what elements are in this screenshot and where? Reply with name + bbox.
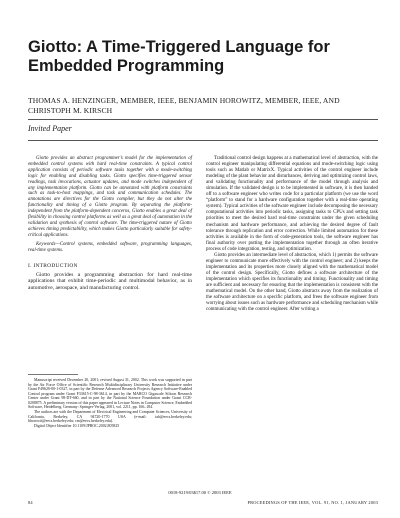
- section-heading: I. INTRODUCTION: [28, 262, 78, 269]
- body-paragraph: Giotto provides an intermediate level of abstraction, which 1) permits the software engineer to communicate more effectively with the control engineer; and 2) keeps the implementation and its properties more closely aligned with the mathematical model of the control design. Specifically, Giotto defines a software architecture of the implementation which specifies its functionality and timing. Functionality and timing are sufficient and necessary for ensuring that the implementation is consistent with the mathematical model. On the other hand, Giotto abstracts away from the realization of the software architecture on a specific platform, and frees the software engineer from worrying about issues such as hardware performance and scheduling mechanism while communicating with the control engineer. After writing a: [206, 252, 378, 313]
- footnote-divider: [28, 374, 78, 375]
- journal-citation: PROCEEDINGS OF THE IEEE, VOL. 91, NO. 1, JANUARY 2003: [247, 500, 378, 505]
- footnotes: [28, 374, 192, 430]
- abstract: Giotto provides an abstract programmer’s model for the implementation of embedded control systems with hard real-time constraints. A typical control application consists of periodic software tasks together with a mode-switching logic for enabling and disabling tasks. Giotto specifies time-triggered sensor readings, task invocations, actuator updates, and mode switches independent of any implementation platform. Giotto can be annotated with platform constraints such as task-to-host mappings, and task and communication schedules. The annotations are directives for the Giotto compiler, but they do not alter the functionality and timing of a Giotto program. By separating the platform-independent from the platform-dependent concerns, Giotto enables a great deal of flexibility in choosing control platforms as well as a great deal of automation in the validation and synthesis of control software. The time-triggered nature of Giotto achieves timing predictability, which makes Giotto particularly suitable for safety-critical applications.: [28, 156, 192, 238]
- left-column: [28, 156, 192, 291]
- paper-type-label: Invited Paper: [28, 124, 72, 133]
- index-terms: Keywords—Control systems, embedded software, programming languages, real-time systems.: [28, 241, 192, 253]
- header-divider: [28, 140, 378, 141]
- title-divider: [28, 119, 378, 120]
- paper-title: Giotto: A Time-Triggered Language for Embedded Programming: [28, 38, 330, 75]
- body-paragraph: Traditional control design happens at a mathematical level of abstraction, with the control engineer manipulating differential equations and mode-switching logic using tools such as Matlab or MatrixX. Typical activities of the control engineer include modeling of the plant behavior and disturbances, deriving and optimizing control laws, and validating functionality and performance of the model through analysis and simulation. If the validated design is to be implemented in software, it is then handed off to a software engineer who writes code for a particular platform (we use the word “platform” to stand for a hardware configuration together with a real-time operating system). Typical activities of the software engineer include decomposing the necessary computational activities into periodic tasks, assigning tasks to CPUs and setting task priorities to meet the desired hard real-time constraints under the given scheduling mechanism and hardware performance, and achieving the desired degree of fault tolerance through replication and error correction. While limited automation for these activities is available in the form of code-generation tools, the software engineer has final authority over putting the implementation together through an often iterative process of code integration, testing, and optimization.: [206, 156, 378, 252]
- footnote-doi: Digital Object Identifier 10.1109/JPROC.2002.805825: [34, 424, 120, 429]
- footnote-affiliation: The authors are with the Department of Electrical Engineering and Computer Sciences, University of California, Berkeley, CA 94720-1770 USA (e-mail: tah@eecs.berkeley.edu; bhorowit@eecs.berkeley.edu; cm@eecs.berkeley.edu).: [28, 410, 192, 424]
- author-list: THOMAS A. HENZINGER, MEMBER, IEEE, BENJAMIN HOROWITZ, MEMBER, IEEE, AND CHRISTOPH M. KIRSCH: [28, 96, 340, 115]
- footnote-manuscript: Manuscript received December 20, 2001; revised August 31, 2002. This work was supported in part by the Air Force Office of Scientific Research Multidisciplinary University Research Initiative under Grant F49620-00-1-0327, in part by the Defense Advanced Research Projects Agency Software-Enabled Control program under Grant F33615-C-98-3614, in part by the MARCO Gigascale Silicon Research Center under Grant 98-DT-660, and in part by the National Science Foundation under Grant CCR-0208875. A preliminary version of this paper appeared in Lecture Notes in Computer Science, Embedded Software, Heidelberg, Germany: Springer-Verlag, 2001, vol. 2211, pp. 166–184.: [28, 378, 193, 410]
- intro-paragraph: Giotto provides a programming abstraction for hard real-time applications that exhibit time-periodic and multimodal behavior, as in automotive, aerospace, and manufacturing control.: [28, 271, 192, 291]
- right-column: [206, 156, 378, 313]
- copyright-line: 0018-9219/03$17.00 © 2003 IEEE: [168, 490, 232, 495]
- page-number: 84: [28, 500, 33, 505]
